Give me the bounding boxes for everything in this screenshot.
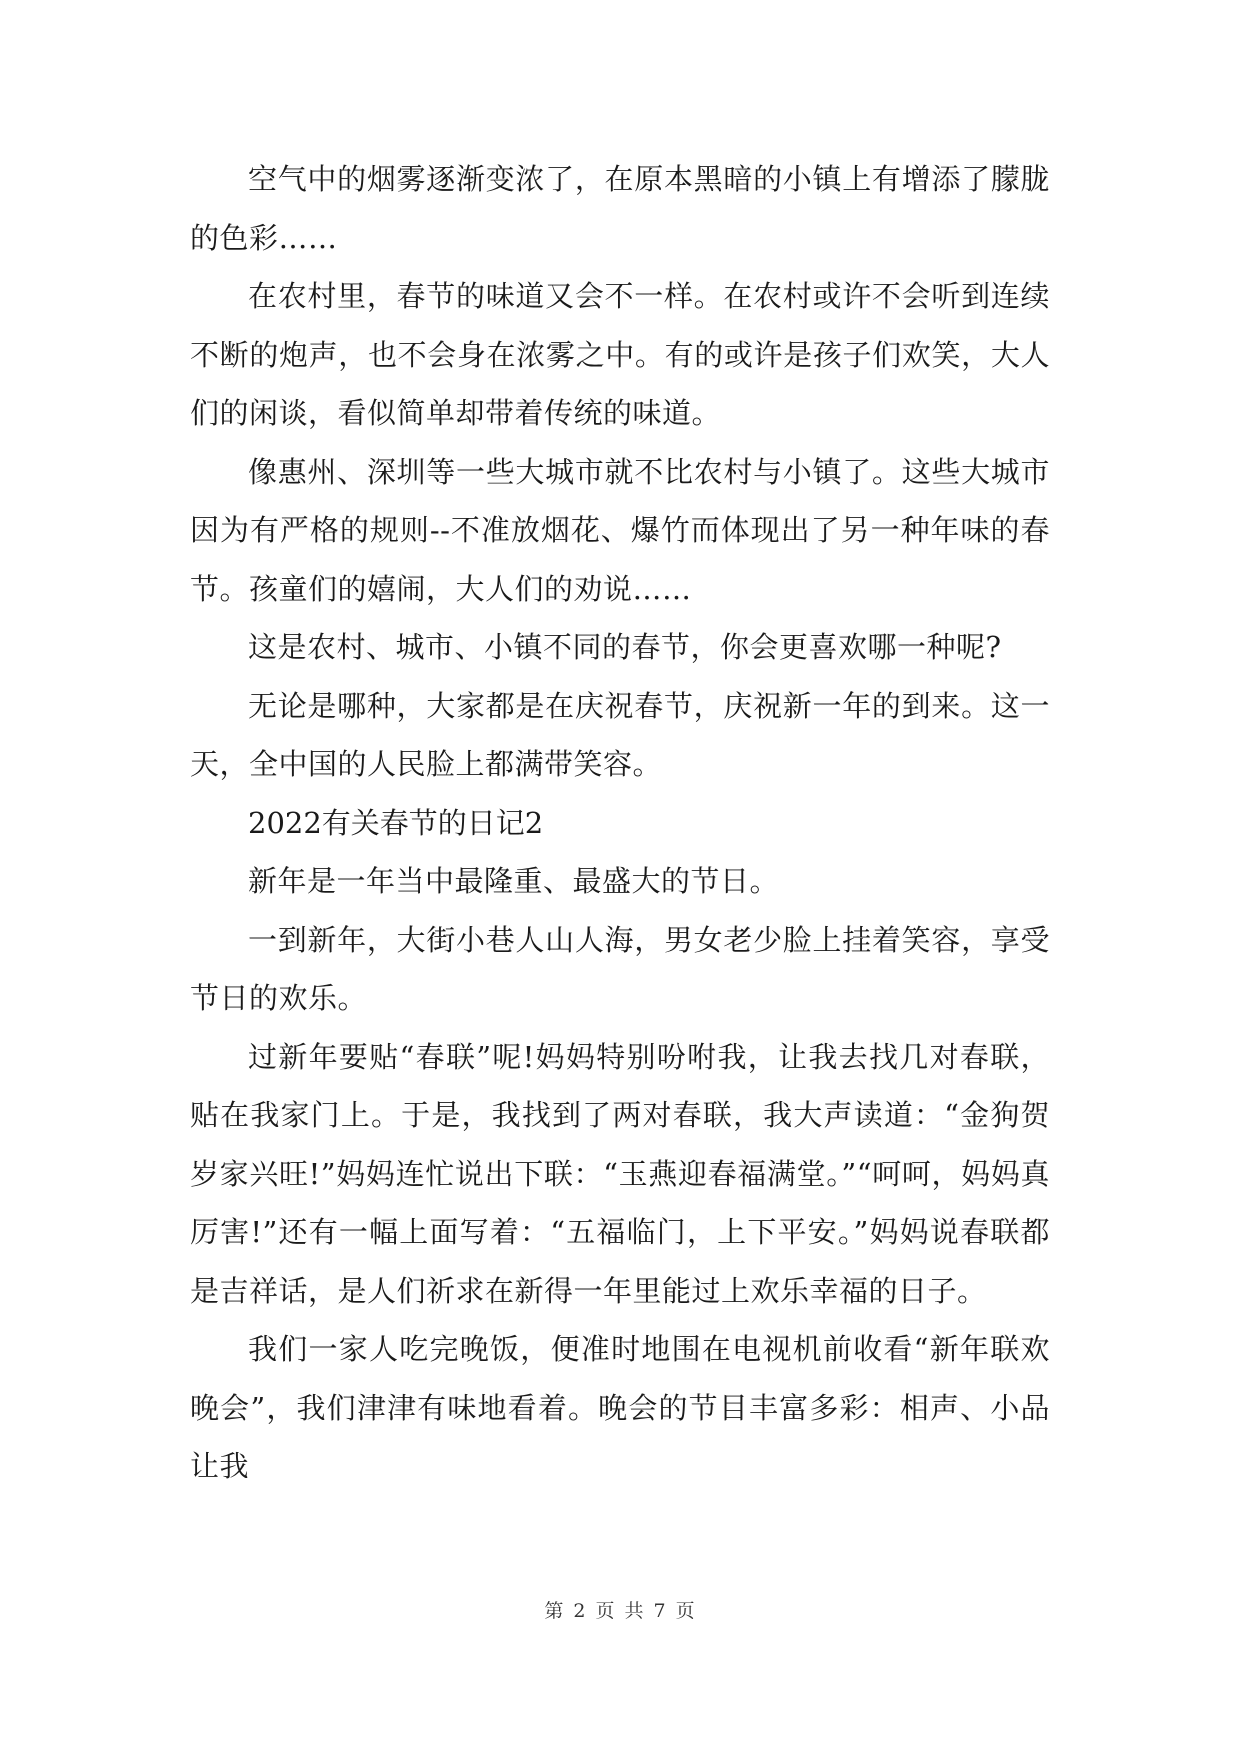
paragraph: 我们一家人吃完晚饭，便准时地围在电视机前收看“新年联欢晚会”，我们津津有味地看着。晚会的节目丰富多彩：相声、小品让我	[190, 1332, 1050, 1483]
paragraph: 新年是一年当中最隆重、最盛大的节日。	[248, 864, 780, 898]
paragraph: 一到新年，大街小巷人山人海，男女老少脸上挂着笑容，享受节日的欢乐。	[190, 922, 1050, 1015]
paragraph: 过新年要贴“春联”呢!妈妈特别吩咐我，让我去找几对春联，贴在我家门上。于是，我找到了两对春联，我大声读道：“金狗贺岁家兴旺!”妈妈连忙说出下联：“玉燕迎春福满堂。”“呵呵，妈妈真厉害!”还有一幅上面写着：“五福临门，上下平安。”妈妈说春联都是吉祥话，是人们祈求在新得一年里能过上欢乐幸福的日子。	[190, 1039, 1050, 1308]
paragraph: 空气中的烟雾逐渐变浓了，在原本黑暗的小镇上有增添了朦胧的色彩……	[190, 162, 1050, 255]
page-footer	[0, 1596, 1241, 1623]
section-heading: 2022有关春节的日记2	[248, 805, 544, 840]
paragraph: 无论是哪种，大家都是在庆祝春节，庆祝新一年的到来。这一天，全中国的人民脸上都满带笑容。	[190, 688, 1050, 781]
page-number: 第 2 页 共 7 页	[544, 1600, 697, 1622]
paragraph: 像惠州、深圳等一些大城市就不比农村与小镇了。这些大城市因为有严格的规则--不准放烟花、爆竹而体现出了另一种年味的春节。孩童们的嬉闹，大人们的劝说……	[190, 454, 1050, 606]
document-body	[190, 150, 1050, 1496]
paragraph: 这是农村、城市、小镇不同的春节，你会更喜欢哪一种呢?	[248, 630, 1002, 664]
paragraph: 在农村里，春节的味道又会不一样。在农村或许不会听到连续不断的炮声，也不会身在浓雾之中。有的或许是孩子们欢笑，大人们的闲谈，看似简单却带着传统的味道。	[190, 279, 1050, 430]
